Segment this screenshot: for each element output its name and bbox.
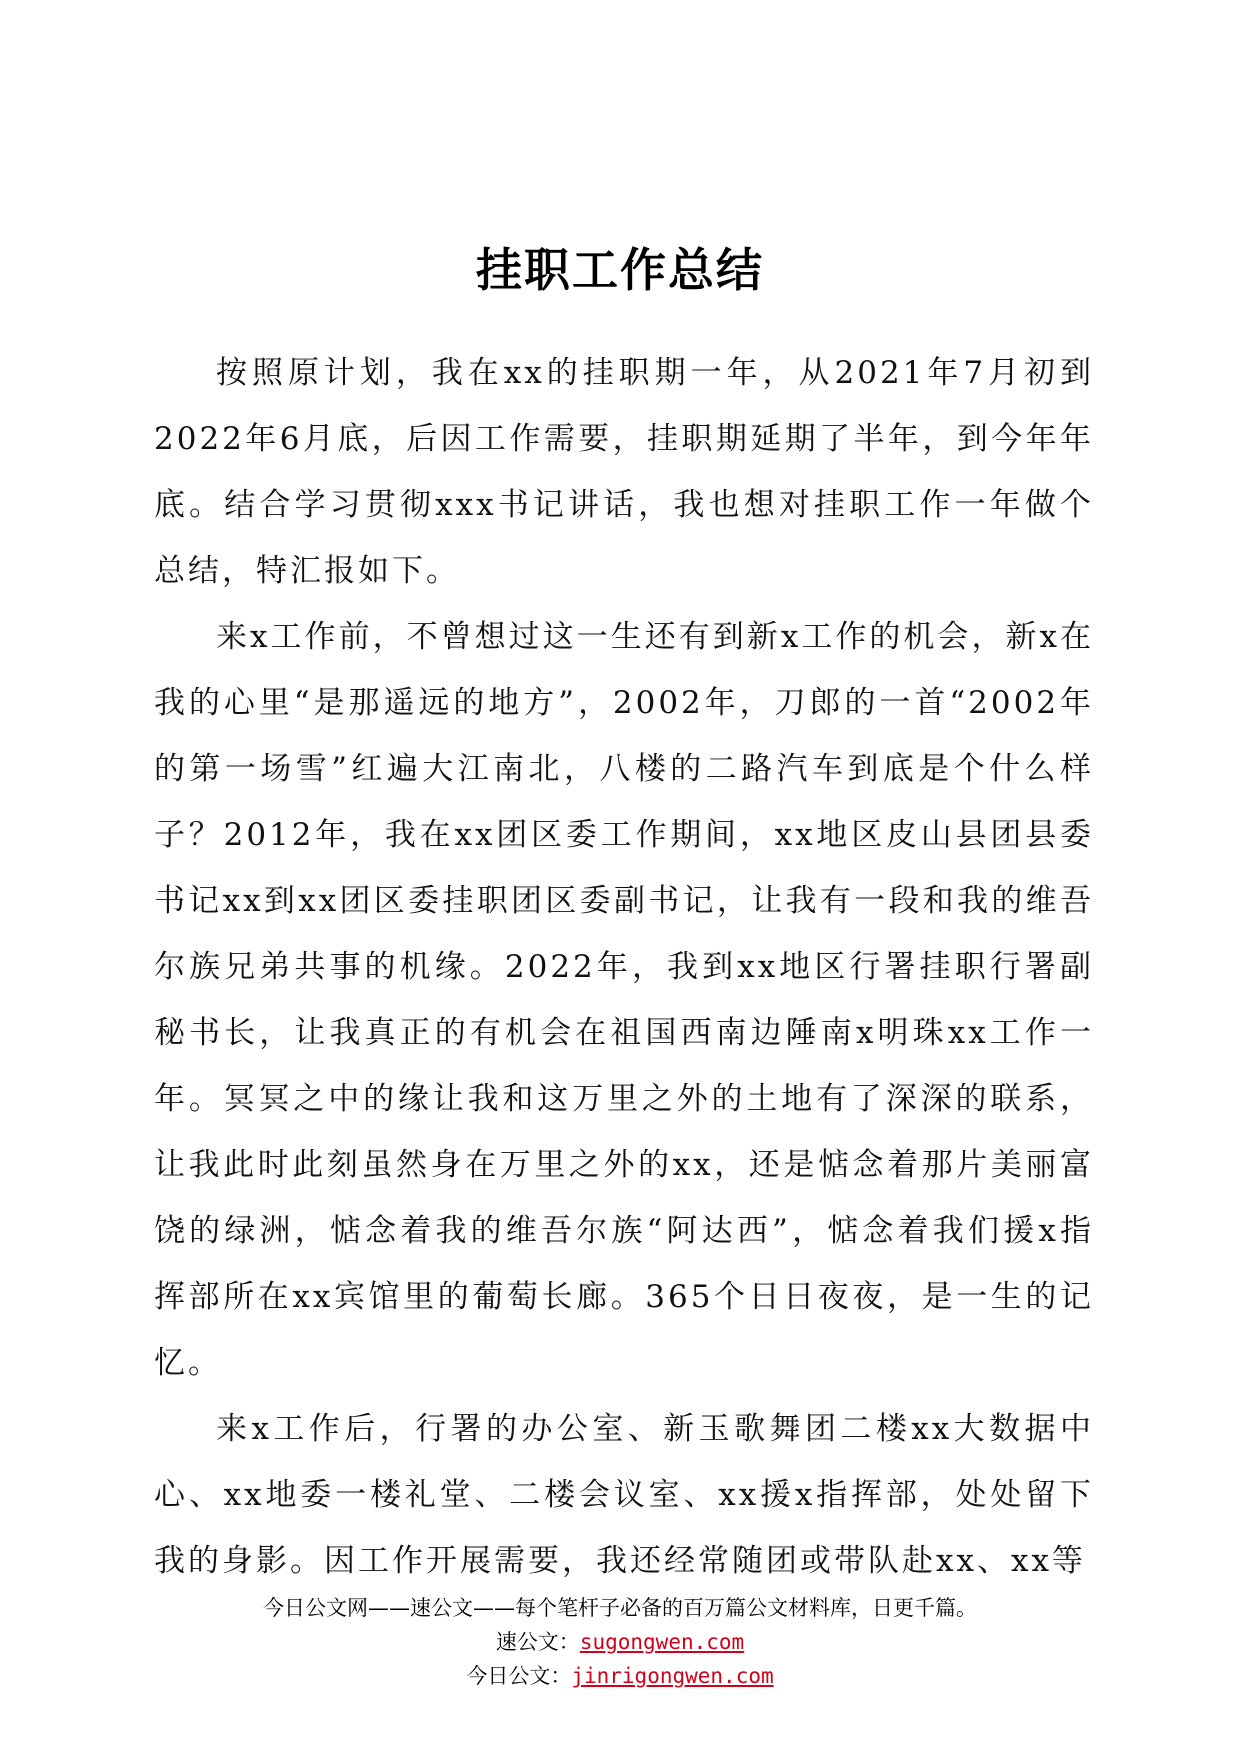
jinrigongwen-link[interactable]: jinrigongwen.com [571, 1664, 774, 1688]
body-paragraph: 按照原计划，我在xx的挂职期一年，从2021年7月初到2022年6月底，后因工作需要，挂职期延期了半年，到今年年底。结合学习贯彻xxx书记讲话，我也想对挂职工作一年做个总结，特汇报如下。 [154, 355, 1094, 589]
page-footer [0, 1591, 1240, 1693]
footer-link-row-1 [0, 1625, 1240, 1659]
body-paragraph: 来x工作前，不曾想过这一生还有到新x工作的机会，新x在我的心里“是那遥远的地方”，2002年，刀郎的一首“2002年的第一场雪”红遍大江南北，八楼的二路汽车到底是个什么样子？2012年，我在xx团区委工作期间，xx地区皮山县团县委书记xx到xx团区委挂职团区委副书记，让我有一段和我的维吾尔族兄弟共事的机缘。2022年，我到xx地区行署挂职行署副秘书长，让我真正的有机会在祖国西南边陲南x明珠xx工作一年。冥冥之中的缘让我和这万里之外的土地有了深深的联系，让我此时此刻虽然身在万里之外的xx，还是惦念着那片美丽富饶的绿洲，惦念着我的维吾尔族“阿达西”，惦念着我们援x指挥部所在xx宾馆里的葡萄长廊。365个日日夜夜，是一生的记忆。 [154, 619, 1094, 1381]
footer-tagline: 今日公文网——速公文——每个笔杆子必备的百万篇公文材料库，日更千篇。 [263, 1596, 977, 1620]
sugongwen-link[interactable]: sugongwen.com [579, 1630, 745, 1654]
footer-link-label: 今日公文： [466, 1664, 572, 1688]
body-paragraph: 来x工作后，行署的办公室、新玉歌舞团二楼xx大数据中心、xx地委一楼礼堂、二楼会议室、xx援x指挥部，处处留下我的身影。因工作开展需要，我还经常随团或带队赴xx、xx等 [154, 1411, 1094, 1579]
footer-link-label: 速公文： [495, 1630, 580, 1654]
footer-link-row-2 [0, 1659, 1240, 1693]
document-body [154, 340, 1094, 1594]
document-title: 挂职工作总结 [476, 243, 764, 297]
